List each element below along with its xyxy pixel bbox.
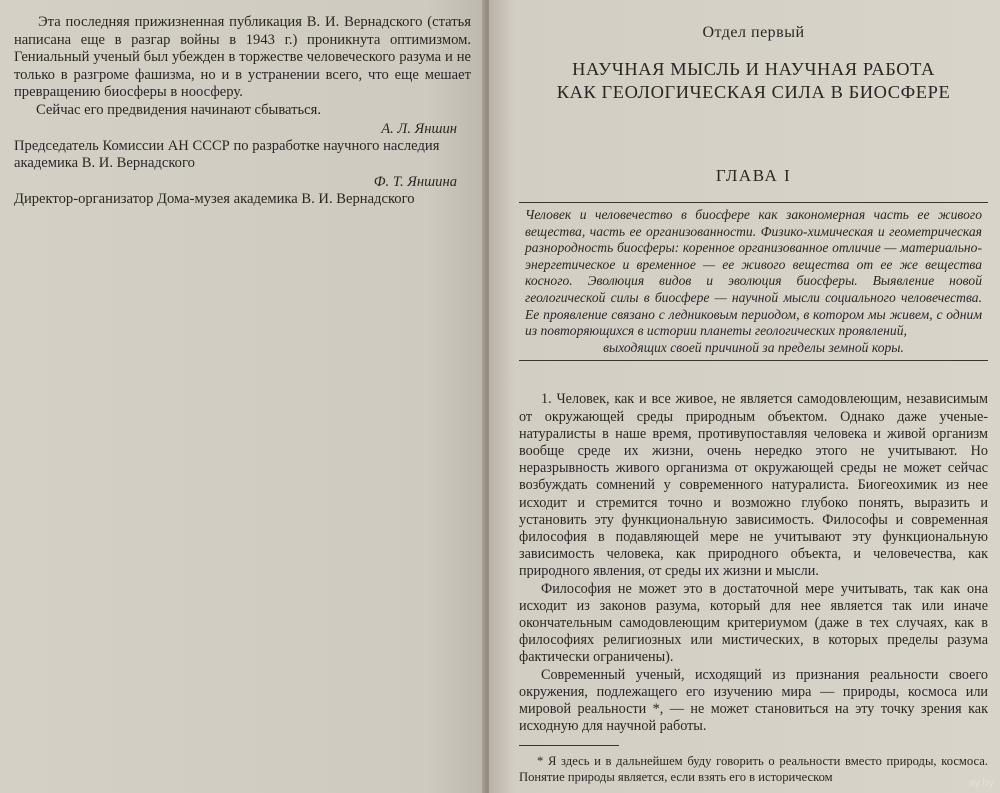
abstract-last-line: выходящих своей причиной за пределы земной коры. — [603, 339, 904, 355]
role-yanshin: Председатель Комиссии АН СССР по разработке научного наследия академика В. И. Вернадского — [14, 137, 440, 172]
left-paragraph-1: Эта последняя прижизненная публикация В. И. Вернадского (статья написана еще в разгар войны в 1943 г.) проникнута оптимизмом. Гениальный ученый был убежден в торжестве человеческого разума и не только в разгроме фашизма, но и в устранении всего, что еще мешает превращению биосферы в ноосферу. — [14, 14, 471, 101]
signature-yanshin: А. Л. Яншин — [381, 120, 457, 137]
article-title-line-1: НАУЧНАЯ МЫСЛЬ И НАУЧНАЯ РАБОТА — [572, 59, 935, 79]
role-yanshina: Директор-организатор Дома-музея академика В. И. Вернадского — [14, 190, 415, 207]
body-paragraph-3: Современный ученый, исходящий из признания реальности своего окружения, подлежащего его изучению мира — природы, космоса или мировой реальности *, — не может становиться на эту точку зрения как исходную для научной работы. — [519, 666, 988, 735]
left-paragraph-2: Сейчас его предвидения начинают сбываться. — [36, 101, 322, 118]
body-paragraph-1: 1. Человек, как и все живое, не является самодовлеющим, независимым от окружающей среды природным объектом. Однако даже ученые-натуралисты в наше время, противупоставляя человека и живой организм вообще среде их жизни, очень нередко этого не учитывают. Но неразрывность живого организма от окружающей среды не может сейчас возбуждать сомнений у современного натуралиста. Биогеохимик из нее исходит и стремится точно и возможно глубоко понять, выразить и установить эту функциональную зависимость. Философы и современная философия в подавляющей мере не учитывают эту функциональную зависимость человека, как природного объекта, и человечества, как природного явления, от среды их жизни и мысли. — [519, 391, 988, 580]
abstract-text: Человек и человечество в биосфере как закономерная часть ее живого вещества, часть ее организованности. Физико-химическая и геометрическая разнородность биосферы: коренное организованное отличие — материально-энергетическое и временное — ее живого вещества от ее же вещества косного. Эволюция видов и эволюция биосферы. Выявление новой геологической силы в биосфере — научной мысли социального человечества. Ее проявление связано с ледниковым периодом, в котором мы живем, с одним из повторяющихся в истории планеты геологических проявлений, — [525, 207, 982, 339]
body-paragraph-2: Философия не может это в достаточной мере учитывать, так как она исходит из законов разума, который для нее является так или иначе окончательным самодовлеющим критериумом (даже в тех случаях, как в философиях религиозных или мистических, в которых пределы разума фактически ограничены). — [519, 580, 988, 666]
right-page — [489, 0, 1000, 793]
signature-yanshina: Ф. Т. Яншина — [373, 173, 457, 190]
article-title-line-2: КАК ГЕОЛОГИЧЕСКАЯ СИЛА В БИОСФЕРЕ — [556, 82, 951, 102]
chapter-heading: ГЛАВА I — [715, 166, 792, 185]
section-heading: Отдел первый — [702, 24, 805, 41]
footnote: * Я здесь и в дальнейшем буду говорить о реальности вместо природы, космоса. Понятие природы является, если взять его в историческом — [519, 754, 988, 784]
chapter-abstract — [519, 202, 988, 361]
footnote-rule — [519, 745, 619, 746]
watermark: ay.by — [968, 777, 994, 789]
article-title — [519, 58, 988, 104]
chapter-body — [519, 391, 988, 735]
left-page — [0, 0, 485, 793]
